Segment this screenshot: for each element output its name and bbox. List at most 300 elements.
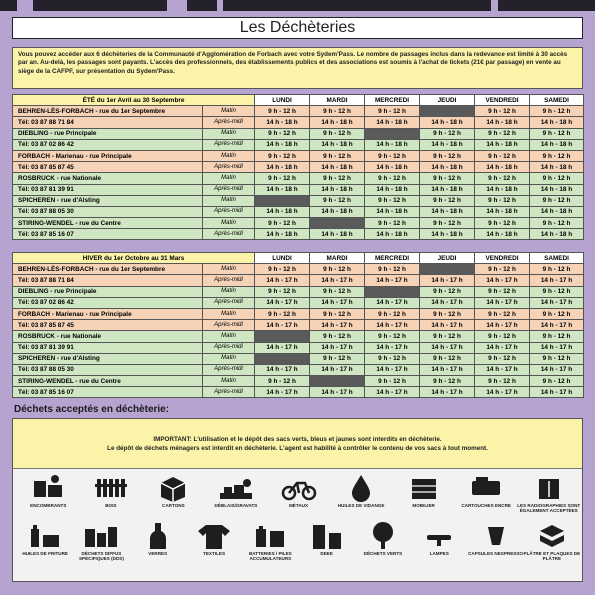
important-notice xyxy=(13,419,582,469)
season-header: ÉTÉ du 1er Avril au 30 Septembre xyxy=(13,95,255,106)
hours-cell: 14 h - 18 h xyxy=(310,206,365,217)
page-title: Les Déchèteries xyxy=(12,17,583,39)
battery-icon xyxy=(250,519,290,551)
hours-cell: 9 h - 12 h xyxy=(530,376,584,387)
period-label: Matin xyxy=(203,353,255,364)
hours-cell: 9 h - 12 h xyxy=(255,218,310,229)
hours-cell: 14 h - 18 h xyxy=(475,162,530,173)
site-name: ROSBRUCK - rue Nationale xyxy=(13,173,203,184)
hours-cell: 14 h - 17 h xyxy=(310,342,365,353)
period-label: Matin xyxy=(203,308,255,319)
accepted-item-label: DEEE xyxy=(320,551,333,556)
hours-cell: 9 h - 12 h xyxy=(420,376,475,387)
top-bar-block xyxy=(498,0,595,11)
period-label: Après-midi xyxy=(203,184,255,195)
hours-cell: 14 h - 17 h xyxy=(255,297,310,308)
table-row xyxy=(13,297,584,308)
accepted-waste-icons xyxy=(17,471,581,581)
hours-cell: 14 h - 17 h xyxy=(255,387,310,398)
hours-cell: 9 h - 12 h xyxy=(365,308,420,319)
accepted-waste-box xyxy=(12,418,583,582)
bicycle-icon xyxy=(279,471,319,503)
hours-cell: 9 h - 12 h xyxy=(255,264,310,275)
rubble-icon xyxy=(216,471,256,503)
hours-cell: 14 h - 17 h xyxy=(365,275,420,286)
accepted-item-label: TEXTILES xyxy=(203,551,226,556)
day-header: MARDI xyxy=(310,253,365,264)
hours-cell: 14 h - 18 h xyxy=(420,206,475,217)
site-phone: Tél: 03 87 85 87 45 xyxy=(13,320,203,331)
hours-cell: 14 h - 17 h xyxy=(365,297,420,308)
box-icon xyxy=(153,471,193,503)
table-row xyxy=(13,184,584,195)
top-bar-block xyxy=(33,0,167,11)
hours-cell: 9 h - 12 h xyxy=(420,173,475,184)
table-row xyxy=(13,320,584,331)
site-phone: Tél: 03 87 81 39 91 xyxy=(13,342,203,353)
site-phone: Tél: 03 87 85 16 07 xyxy=(13,387,203,398)
period-label: Matin xyxy=(203,173,255,184)
hours-cell: 9 h - 12 h xyxy=(255,308,310,319)
hours-cell: 9 h - 12 h xyxy=(530,195,584,206)
accepted-item-label: DÉCHETS DIFFUS SPÉCIFIQUES (DDS) xyxy=(78,551,124,562)
period-label: Après-midi xyxy=(203,139,255,150)
hours-cell: 9 h - 12 h xyxy=(310,128,365,139)
hours-cell: 9 h - 12 h xyxy=(475,195,530,206)
hours-cell: 14 h - 17 h xyxy=(310,275,365,286)
hours-cell: 14 h - 18 h xyxy=(530,139,584,150)
accepted-item-label: LAMPES xyxy=(429,551,449,556)
site-phone: Tél: 03 87 85 16 07 xyxy=(13,229,203,240)
site-phone: Tél: 03 87 88 05 30 xyxy=(13,206,203,217)
closed-cell xyxy=(255,353,310,364)
hours-cell: 14 h - 18 h xyxy=(310,117,365,128)
hours-cell: 14 h - 18 h xyxy=(530,162,584,173)
site-phone: Tél: 03 87 88 05 30 xyxy=(13,364,203,375)
site-name: DIEBLING - rue Principale xyxy=(13,128,203,139)
hours-cell: 14 h - 17 h xyxy=(530,342,584,353)
hours-cell: 9 h - 12 h xyxy=(255,150,310,161)
hours-cell: 14 h - 18 h xyxy=(365,117,420,128)
hours-cell: 9 h - 12 h xyxy=(255,173,310,184)
site-name: STIRING-WENDEL - rue du Centre xyxy=(13,376,203,387)
hours-cell: 9 h - 12 h xyxy=(310,173,365,184)
hours-cell: 14 h - 17 h xyxy=(365,342,420,353)
closed-cell xyxy=(365,128,420,139)
hours-cell: 14 h - 17 h xyxy=(255,275,310,286)
hours-cell: 14 h - 18 h xyxy=(420,229,475,240)
hours-cell: 14 h - 17 h xyxy=(475,364,530,375)
accepted-item-label: DÉCHETS VERTS xyxy=(363,551,403,556)
hours-cell: 14 h - 17 h xyxy=(530,320,584,331)
hours-cell: 9 h - 12 h xyxy=(530,353,584,364)
hours-cell: 14 h - 17 h xyxy=(365,387,420,398)
accepted-item xyxy=(464,519,528,556)
hours-cell: 9 h - 12 h xyxy=(475,173,530,184)
hours-cell: 14 h - 17 h xyxy=(475,297,530,308)
accepted-item-label: MÉTAUX xyxy=(288,503,309,508)
hours-cell: 14 h - 18 h xyxy=(475,206,530,217)
table-row xyxy=(13,331,584,342)
hours-cell: 14 h - 17 h xyxy=(530,364,584,375)
hours-cell: 14 h - 18 h xyxy=(420,162,475,173)
hours-cell: 14 h - 18 h xyxy=(365,229,420,240)
day-header: JEUDI xyxy=(420,253,475,264)
site-phone: Tél: 03 87 85 87 45 xyxy=(13,162,203,173)
accepted-item xyxy=(329,471,393,508)
hours-cell: 14 h - 18 h xyxy=(255,206,310,217)
hours-cell: 9 h - 12 h xyxy=(530,173,584,184)
hours-cell: 9 h - 12 h xyxy=(475,218,530,229)
hours-cell: 9 h - 12 h xyxy=(365,376,420,387)
hours-cell: 9 h - 12 h xyxy=(530,128,584,139)
wood-icon xyxy=(91,471,131,503)
site-name: SPICHEREN - rue d'Alsting xyxy=(13,353,203,364)
top-bar xyxy=(0,0,595,11)
important-line-1: IMPORTANT: L'utilisation et le dépôt des sacs verts, bleus et jaunes sont interdits en déchèterie. xyxy=(153,436,442,443)
accepted-item-label: VERRES xyxy=(148,551,168,556)
table-row xyxy=(13,264,584,275)
accepted-item-label: CARTOUCHES ENCRE xyxy=(461,503,511,508)
period-label: Après-midi xyxy=(203,320,255,331)
hours-cell: 9 h - 12 h xyxy=(420,128,475,139)
hours-cell: 9 h - 12 h xyxy=(255,376,310,387)
table-row xyxy=(13,353,584,364)
hours-cell: 9 h - 12 h xyxy=(530,106,584,117)
hours-cell: 14 h - 18 h xyxy=(530,206,584,217)
period-label: Après-midi xyxy=(203,117,255,128)
hours-cell: 14 h - 18 h xyxy=(475,117,530,128)
accepted-item-label: CARTONS xyxy=(162,503,185,508)
accepted-item-label: LES RADIOGRAPHIES SONT ÉGALEMENT ACCEPTÉES xyxy=(517,503,581,514)
hours-cell: 9 h - 12 h xyxy=(420,286,475,297)
hours-cell: 9 h - 12 h xyxy=(310,150,365,161)
day-header: SAMEDI xyxy=(530,253,584,264)
hours-cell: 9 h - 12 h xyxy=(420,218,475,229)
hours-cell: 14 h - 17 h xyxy=(530,387,584,398)
closed-cell xyxy=(310,376,365,387)
hours-cell: 9 h - 12 h xyxy=(365,150,420,161)
accepted-item xyxy=(392,471,456,508)
hours-cell: 14 h - 18 h xyxy=(255,229,310,240)
hours-cell: 9 h - 12 h xyxy=(365,331,420,342)
top-bar-block xyxy=(187,0,217,11)
hours-cell: 14 h - 17 h xyxy=(365,364,420,375)
accepted-item xyxy=(454,471,518,508)
hours-cell: 9 h - 12 h xyxy=(475,286,530,297)
hours-cell: 14 h - 17 h xyxy=(475,320,530,331)
site-phone: Tél: 03 87 88 71 84 xyxy=(13,117,203,128)
accepted-item xyxy=(238,519,302,562)
hours-cell: 14 h - 18 h xyxy=(365,139,420,150)
closed-cell xyxy=(255,195,310,206)
hours-cell: 14 h - 17 h xyxy=(420,364,475,375)
capsule-icon xyxy=(476,519,516,551)
table-row xyxy=(13,106,584,117)
hours-cell: 14 h - 17 h xyxy=(255,364,310,375)
day-header: MERCREDI xyxy=(365,95,420,106)
lamp-icon xyxy=(419,519,459,551)
accepted-item-label: BOIS xyxy=(105,503,117,508)
accepted-item xyxy=(69,519,133,562)
hours-cell: 14 h - 17 h xyxy=(530,297,584,308)
hours-cell: 9 h - 12 h xyxy=(365,195,420,206)
hours-cell: 9 h - 12 h xyxy=(475,308,530,319)
hours-cell: 9 h - 12 h xyxy=(365,264,420,275)
hours-cell: 9 h - 12 h xyxy=(310,195,365,206)
top-bar-block xyxy=(223,0,491,11)
period-label: Après-midi xyxy=(203,364,255,375)
hours-cell: 9 h - 12 h xyxy=(530,150,584,161)
bottle-icon xyxy=(138,519,178,551)
hours-cell: 14 h - 18 h xyxy=(530,184,584,195)
cartridge-icon xyxy=(466,471,506,503)
accepted-item xyxy=(407,519,471,556)
hours-cell: 9 h - 12 h xyxy=(530,331,584,342)
site-name: DIEBLING - rue Principale xyxy=(13,286,203,297)
table-row xyxy=(13,376,584,387)
accepted-item-label: PLÂTRE ET PLAQUES DE PLÂTRE xyxy=(523,551,581,562)
table-row xyxy=(13,364,584,375)
hours-cell: 9 h - 12 h xyxy=(420,353,475,364)
hours-cell: 9 h - 12 h xyxy=(310,264,365,275)
closed-cell xyxy=(365,286,420,297)
accepted-item xyxy=(351,519,415,556)
table-row xyxy=(13,286,584,297)
site-name: STIRING-WENDEL - rue du Centre xyxy=(13,218,203,229)
day-header: LUNDI xyxy=(255,253,310,264)
hours-cell: 9 h - 12 h xyxy=(365,173,420,184)
hours-cell: 14 h - 18 h xyxy=(310,139,365,150)
table-row xyxy=(13,387,584,398)
site-phone: Tél: 03 87 88 71 84 xyxy=(13,275,203,286)
chest-icon xyxy=(404,471,444,503)
site-name: ROSBRUCK - rue Nationale xyxy=(13,331,203,342)
site-name: BEHREN-LÈS-FORBACH - rue du 1er Septembre xyxy=(13,106,203,117)
hours-cell: 14 h - 18 h xyxy=(420,184,475,195)
accepted-item-label: DÉBLAIS/GRAVATS xyxy=(214,503,258,508)
hours-cell: 9 h - 12 h xyxy=(475,264,530,275)
day-header: VENDREDI xyxy=(475,95,530,106)
hours-cell: 14 h - 17 h xyxy=(420,275,475,286)
accepted-item xyxy=(517,471,581,514)
accepted-item-label: MOBILIER xyxy=(412,503,435,508)
day-header: JEUDI xyxy=(420,95,475,106)
site-name: SPICHEREN - rue d'Alsting xyxy=(13,195,203,206)
plaster-icon xyxy=(532,519,572,551)
hours-cell: 14 h - 18 h xyxy=(255,162,310,173)
day-header: SAMEDI xyxy=(530,95,584,106)
hours-cell: 14 h - 17 h xyxy=(255,320,310,331)
oil-drop-icon xyxy=(341,471,381,503)
hours-cell: 14 h - 18 h xyxy=(255,139,310,150)
accepted-item-label: BATTERIES / PILES ACCUMULATEURS xyxy=(248,551,292,562)
appliance-icon xyxy=(307,519,347,551)
accepted-item xyxy=(295,519,359,556)
tree-icon xyxy=(363,519,403,551)
hours-cell: 14 h - 17 h xyxy=(310,320,365,331)
hours-cell: 14 h - 18 h xyxy=(420,117,475,128)
hours-cell: 14 h - 18 h xyxy=(365,162,420,173)
winter-schedule-table xyxy=(12,252,584,398)
hours-cell: 9 h - 12 h xyxy=(475,331,530,342)
hours-cell: 14 h - 17 h xyxy=(530,275,584,286)
hours-cell: 14 h - 18 h xyxy=(475,229,530,240)
hours-cell: 9 h - 12 h xyxy=(475,106,530,117)
hours-cell: 9 h - 12 h xyxy=(255,286,310,297)
table-row xyxy=(13,195,584,206)
hours-cell: 9 h - 12 h xyxy=(475,376,530,387)
period-label: Après-midi xyxy=(203,206,255,217)
period-label: Après-midi xyxy=(203,275,255,286)
xray-icon xyxy=(529,471,569,503)
hours-cell: 9 h - 12 h xyxy=(365,106,420,117)
hours-cell: 9 h - 12 h xyxy=(310,308,365,319)
intro-text: Vous pouvez accéder aux 6 déchèteries de la Communauté d'Agglomération de Forbach avec votre Sydem'Pass. Le nombre de passages inclus dans la redevance est limité à 30 accès par an. Au-delà, les passages sont payants. L'accès des professionnels, des établissements publics et des associations est soumis à l'achat de tickets (21€ par passage) en vente au siège de la CAFPF, sur présentation du Sydem'Pass. xyxy=(12,47,583,89)
accepted-item-label: HUILES DE VIDANGE xyxy=(337,503,385,508)
hours-cell: 14 h - 18 h xyxy=(530,229,584,240)
hours-cell: 14 h - 18 h xyxy=(310,229,365,240)
table-row xyxy=(13,139,584,150)
accepted-item xyxy=(204,471,268,508)
accepted-item xyxy=(141,471,205,508)
hours-cell: 9 h - 12 h xyxy=(475,128,530,139)
hours-cell: 9 h - 12 h xyxy=(475,353,530,364)
accepted-item-label: ENCOMBRANTS xyxy=(30,503,67,508)
accepted-item-label: CAPSULES NESPRESSO xyxy=(468,551,523,556)
accepted-item xyxy=(16,471,80,508)
hours-cell: 14 h - 18 h xyxy=(310,162,365,173)
period-label: Après-midi xyxy=(203,387,255,398)
hours-cell: 14 h - 17 h xyxy=(475,387,530,398)
table-row xyxy=(13,206,584,217)
hours-cell: 14 h - 17 h xyxy=(420,387,475,398)
hours-cell: 14 h - 18 h xyxy=(475,184,530,195)
accepted-item xyxy=(13,519,77,556)
fryer-oil-icon xyxy=(25,519,65,551)
period-label: Après-midi xyxy=(203,162,255,173)
site-name: FORBACH - Marienau - rue Principale xyxy=(13,150,203,161)
hours-cell: 14 h - 17 h xyxy=(255,342,310,353)
hours-cell: 9 h - 12 h xyxy=(310,106,365,117)
furniture-icon xyxy=(28,471,68,503)
period-label: Matin xyxy=(203,106,255,117)
table-row xyxy=(13,229,584,240)
hours-cell: 9 h - 12 h xyxy=(475,150,530,161)
hours-cell: 14 h - 17 h xyxy=(310,387,365,398)
table-row xyxy=(13,173,584,184)
accepted-item xyxy=(126,519,190,556)
day-header: MARDI xyxy=(310,95,365,106)
hours-cell: 9 h - 12 h xyxy=(365,353,420,364)
period-label: Matin xyxy=(203,150,255,161)
hours-cell: 9 h - 12 h xyxy=(420,331,475,342)
hours-cell: 14 h - 18 h xyxy=(255,184,310,195)
hours-cell: 9 h - 12 h xyxy=(310,286,365,297)
hours-cell: 9 h - 12 h xyxy=(530,264,584,275)
table-row xyxy=(13,128,584,139)
closed-cell xyxy=(255,331,310,342)
site-phone: Tél: 03 87 02 86 42 xyxy=(13,297,203,308)
period-label: Après-midi xyxy=(203,297,255,308)
period-label: Matin xyxy=(203,376,255,387)
table-row xyxy=(13,162,584,173)
hours-cell: 14 h - 18 h xyxy=(310,184,365,195)
hours-cell: 14 h - 18 h xyxy=(420,139,475,150)
hours-cell: 14 h - 18 h xyxy=(255,117,310,128)
hours-cell: 9 h - 12 h xyxy=(310,331,365,342)
table-row xyxy=(13,275,584,286)
table-row xyxy=(13,218,584,229)
table-row xyxy=(13,117,584,128)
hours-cell: 14 h - 18 h xyxy=(365,184,420,195)
hours-cell: 14 h - 18 h xyxy=(475,139,530,150)
accepted-item xyxy=(79,471,143,508)
period-label: Après-midi xyxy=(203,342,255,353)
top-bar-block xyxy=(0,0,17,11)
chemicals-icon xyxy=(81,519,121,551)
hours-cell: 9 h - 12 h xyxy=(310,353,365,364)
accepted-item xyxy=(182,519,246,556)
hours-cell: 9 h - 12 h xyxy=(530,218,584,229)
table-row xyxy=(13,342,584,353)
hours-cell: 14 h - 17 h xyxy=(420,342,475,353)
summer-schedule-table xyxy=(12,94,584,240)
hours-cell: 14 h - 18 h xyxy=(530,117,584,128)
accepted-item xyxy=(520,519,584,562)
hours-cell: 14 h - 17 h xyxy=(310,297,365,308)
accepted-item xyxy=(267,471,331,508)
accepted-item-label: HUILES DE FRITURE xyxy=(22,551,68,556)
hours-cell: 9 h - 12 h xyxy=(255,106,310,117)
hours-cell: 9 h - 12 h xyxy=(420,195,475,206)
hours-cell: 9 h - 12 h xyxy=(365,218,420,229)
season-header: HIVER du 1er Octobre au 31 Mars xyxy=(13,253,255,264)
day-header: MERCREDI xyxy=(365,253,420,264)
period-label: Matin xyxy=(203,331,255,342)
hours-cell: 14 h - 17 h xyxy=(475,275,530,286)
table-row xyxy=(13,150,584,161)
hours-cell: 14 h - 17 h xyxy=(475,342,530,353)
period-label: Matin xyxy=(203,264,255,275)
period-label: Matin xyxy=(203,286,255,297)
site-name: FORBACH - Marienau - rue Principale xyxy=(13,308,203,319)
hours-cell: 14 h - 18 h xyxy=(365,206,420,217)
closed-cell xyxy=(420,106,475,117)
site-name: BEHREN-LÈS-FORBACH - rue du 1er Septembre xyxy=(13,264,203,275)
hours-cell: 14 h - 17 h xyxy=(420,320,475,331)
hours-cell: 9 h - 12 h xyxy=(255,128,310,139)
closed-cell xyxy=(310,218,365,229)
tshirt-icon xyxy=(194,519,234,551)
period-label: Après-midi xyxy=(203,229,255,240)
day-header: LUNDI xyxy=(255,95,310,106)
day-header: VENDREDI xyxy=(475,253,530,264)
period-label: Matin xyxy=(203,128,255,139)
period-label: Matin xyxy=(203,195,255,206)
hours-cell: 14 h - 17 h xyxy=(365,320,420,331)
hours-cell: 14 h - 17 h xyxy=(420,297,475,308)
hours-cell: 9 h - 12 h xyxy=(530,286,584,297)
hours-cell: 14 h - 17 h xyxy=(310,364,365,375)
accepted-waste-title: Déchets acceptés en déchèterie: xyxy=(14,404,170,415)
important-line-2: Le dépôt de déchets ménagers est interdit en déchèterie. L'agent est habilité à contrôler le contenu de vos sacs à tout moment. xyxy=(107,445,488,452)
closed-cell xyxy=(420,264,475,275)
table-row xyxy=(13,308,584,319)
site-phone: Tél: 03 87 02 86 42 xyxy=(13,139,203,150)
hours-cell: 9 h - 12 h xyxy=(420,150,475,161)
period-label: Matin xyxy=(203,218,255,229)
